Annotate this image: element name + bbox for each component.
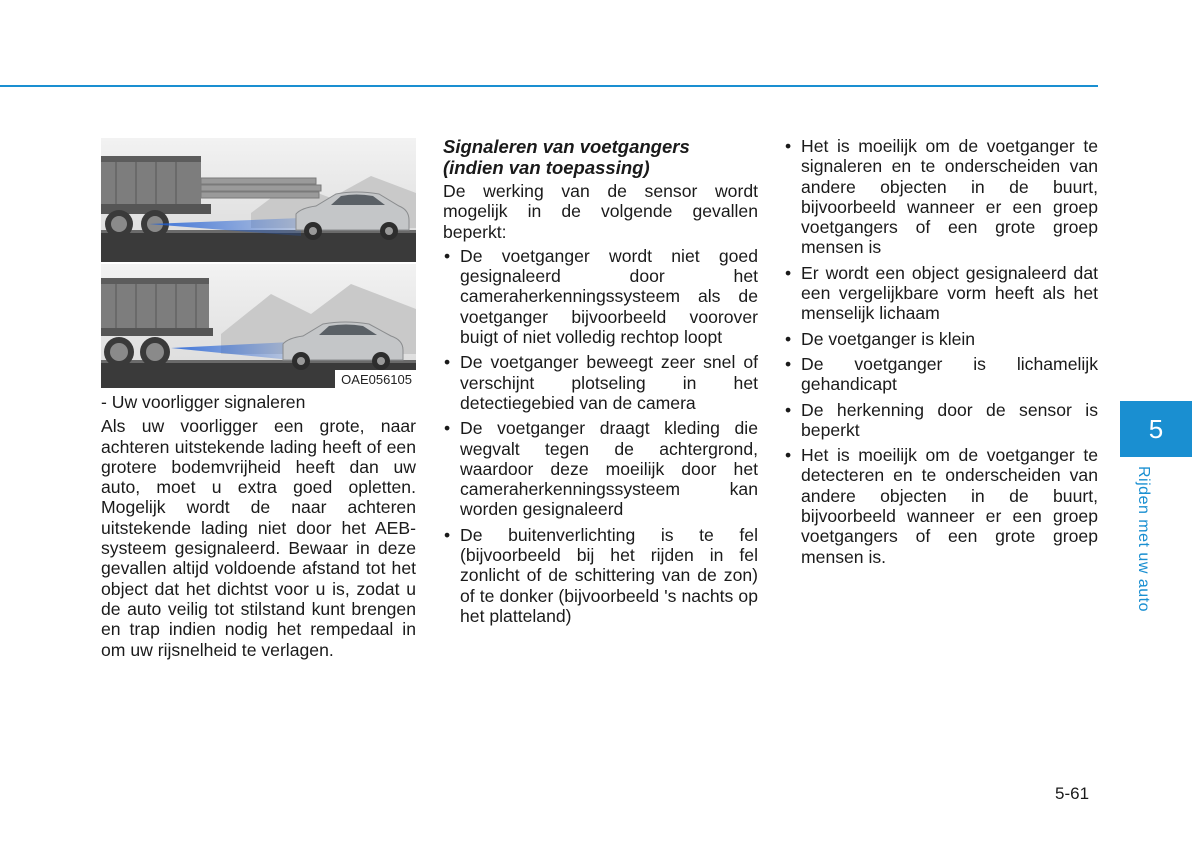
bullet-list-right bbox=[784, 136, 1098, 567]
list-item: • De voetganger beweegt zeer snel of verschijnt plotseling in het detectiegebied van de camera bbox=[443, 352, 758, 413]
figure-caption: - Uw voorligger signaleren bbox=[101, 392, 306, 412]
illustration-truck-load-top bbox=[101, 138, 416, 262]
list-item: • Het is moeilijk om de voetganger te detecteren en te onderscheiden van andere objecten in de buurt, bijvoorbeeld wanneer er een groep voetgangers of een grote groep mensen is. bbox=[784, 445, 1098, 567]
list-item: • De buitenverlichting is te fel (bijvoorbeeld bij het rijden in fel zonlicht of de schittering van de zon) of te donker (bijvoorbeeld 's nachts op het platteland) bbox=[443, 525, 758, 626]
illustration-truck-clearance-bottom bbox=[101, 264, 416, 388]
section-title bbox=[443, 136, 758, 178]
header-rule bbox=[0, 85, 1098, 87]
list-item: • Er wordt een object gesignaleerd dat een vergelijkbare vorm heeft als het menselijk lichaam bbox=[784, 263, 1098, 324]
list-item: • De voetganger wordt niet goed gesignaleerd door het cameraherkenningssysteem als de voetganger bijvoorbeeld voorover buigt of niet volledig rechtop loopt bbox=[443, 246, 758, 347]
column-left bbox=[101, 392, 416, 660]
page-number: 5-61 bbox=[1055, 784, 1090, 803]
chapter-tab: 5 bbox=[1120, 401, 1192, 457]
list-item: • De herkenning door de sensor is beperkt bbox=[784, 400, 1098, 441]
chapter-side-label bbox=[1128, 466, 1152, 626]
truck-car-illustration-1 bbox=[101, 138, 416, 262]
column-middle bbox=[443, 136, 758, 631]
figure-code: OAE056105 bbox=[335, 370, 416, 388]
list-item: • De voetganger draagt kleding die wegvalt tegen de achtergrond, waardoor deze moeilijk door het cameraherkenningssysteem kan worden gesignaleerd bbox=[443, 418, 758, 519]
intro-paragraph: De werking van de sensor wordt mogelijk in de volgende gevallen beperkt: bbox=[443, 181, 758, 242]
list-item: • De voetganger is lichamelijk gehandicapt bbox=[784, 354, 1098, 395]
chapter-title: Rijden met uw auto bbox=[1135, 466, 1152, 612]
list-item: • Het is moeilijk om de voetganger te signaleren en te onderscheiden van andere objecten in de buurt, bijvoorbeeld wanneer er een groep voetgangers of een grote groep mensen is bbox=[784, 136, 1098, 258]
bullet-list-middle bbox=[443, 246, 758, 626]
section-title-line-2: (indien van toepassing) bbox=[443, 157, 650, 178]
body-paragraph: Als uw voorligger een grote, naar achteren uitstekende lading heeft of een grotere bodemvrijheid heeft dan uw auto, moet u extra goed opletten. Mogelijk wordt de naar achteren uitstekende lading niet door het AEB-systeem gesignaleerd. Bewaar in deze gevallen altijd voldoende afstand tot het object dat het dichtst voor u is, zodat u de auto veilig tot stilstand kunt brengen en trap indien nodig het rempedaal in om uw rijsnelheid te verlagen. bbox=[101, 416, 416, 660]
column-right bbox=[784, 136, 1098, 572]
section-title-line-1: Signaleren van voetgangers bbox=[443, 136, 690, 157]
list-item: • De voetganger is klein bbox=[784, 329, 1098, 349]
